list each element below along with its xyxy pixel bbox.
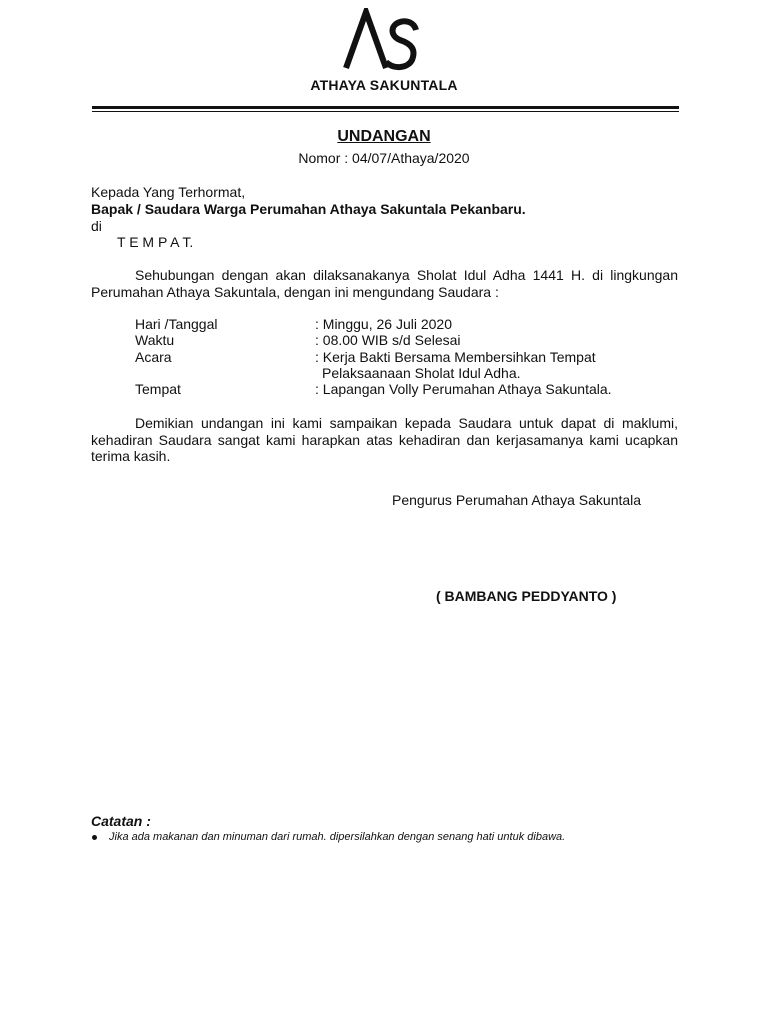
detail-value-date: : Minggu, 26 Juli 2020 <box>315 316 452 332</box>
addressee-main: Saudara Warga Perumahan Athaya Sakuntala Pekanbaru. <box>144 201 526 217</box>
signature-organization: Pengurus Perumahan Athaya Sakuntala <box>392 492 642 508</box>
salutation: Kepada Yang Terhormat, <box>91 184 246 200</box>
letter-number: Nomor : 04/07/Athaya/2020 <box>298 150 470 166</box>
header-divider-thin <box>92 111 679 112</box>
detail-label-event: Acara <box>135 349 172 365</box>
addressee-prefix: Bapak / <box>91 201 145 217</box>
addressee <box>91 201 526 218</box>
detail-label-date: Hari /Tanggal <box>135 316 218 332</box>
address-di: di <box>91 218 102 234</box>
header-divider-thick <box>92 106 679 109</box>
bullet-icon <box>92 835 97 840</box>
note-item: Jika ada makanan dan minuman dari rumah. dipersilahkan dengan senang hati untuk dibawa. <box>109 831 566 843</box>
detail-label-time: Waktu <box>135 332 175 348</box>
letter-title: UNDANGAN <box>337 128 431 145</box>
detail-value-time: : 08.00 WIB s/d Selesai <box>315 332 461 348</box>
detail-value-event: : Kerja Bakti Bersama Membersihkan Tempat <box>315 349 596 365</box>
detail-value-event-line2: Pelaksaanaan Sholat Idul Adha. <box>322 365 521 381</box>
signature-name: ( BAMBANG PEDDYANTO ) <box>436 588 617 604</box>
notes-title: Catatan : <box>91 813 151 829</box>
intro-paragraph: Sehubungan dengan akan dilaksanakanya Sholat Idul Adha 1441 H. di lingkungan Perumahan Athaya Sakuntala, dengan ini mengundang Saudara : <box>91 267 678 300</box>
detail-label-place: Tempat <box>135 381 181 397</box>
brand-name: ATHAYA SAKUNTALA <box>310 77 458 93</box>
detail-value-place: : Lapangan Volly Perumahan Athaya Sakuntala. <box>315 381 612 397</box>
address-tempat: T E M P A T. <box>117 234 194 250</box>
athaya-sakuntala-logo <box>340 8 420 72</box>
closing-paragraph: Demikian undangan ini kami sampaikan kepada Saudara untuk dapat di maklumi, kehadiran Saudara sangat kami harapkan atas kehadiran dan kerjasamanya kami ucapkan terima kasih. <box>91 415 678 464</box>
